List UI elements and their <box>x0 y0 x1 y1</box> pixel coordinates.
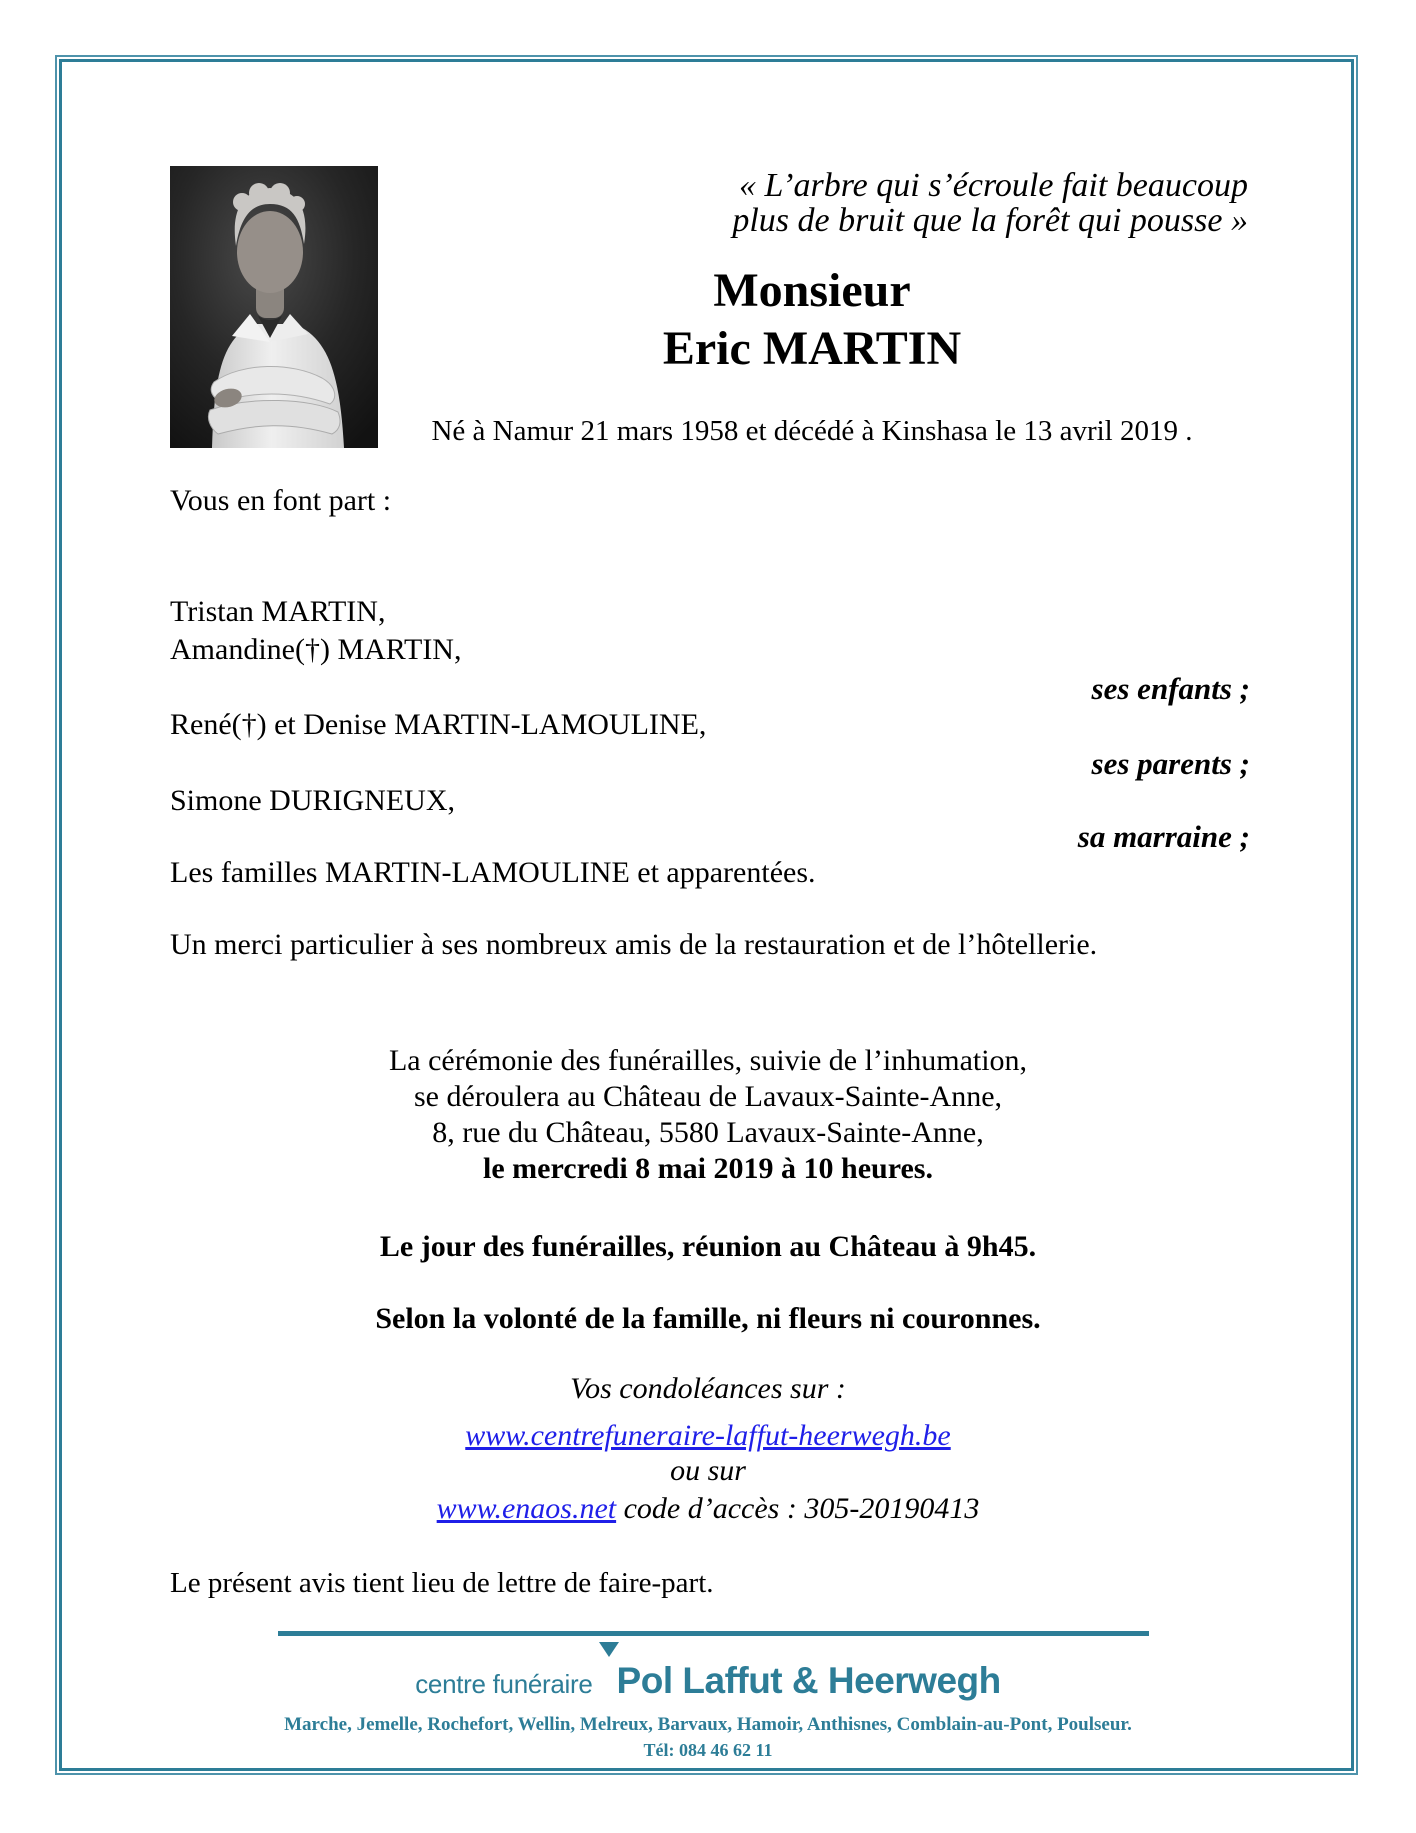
flowers-wishes-line: Selon la volonté de la famille, ni fleurs ni couronnes. <box>375 1302 1041 1335</box>
ceremony-line-2: se déroulera au Château de Lavaux-Sainte-Anne, <box>413 1080 1003 1113</box>
condolences-link1-row <box>170 1418 1246 1454</box>
funeral-home-logo <box>170 1660 1246 1702</box>
life-dates-line: Né à Namur 21 mars 1958 et décédé à Kinshasa le 13 avril 2019 . <box>431 415 1193 447</box>
relation-children-label: ses enfants ; <box>1091 671 1250 706</box>
godmother-name: Simone DURIGNEUX, <box>170 784 455 817</box>
condolences-or: ou sur <box>670 1454 746 1487</box>
photo-hair-curl <box>233 193 251 211</box>
condolences-intro: Vos condoléances sur : <box>570 1372 846 1405</box>
child-name: Tristan MARTIN, <box>170 595 386 628</box>
deceased-title-block <box>378 262 1246 378</box>
brand-name-wrap <box>617 1660 1001 1702</box>
brand-name: Pol Laffut & Heerwegh <box>616 1660 1001 1701</box>
photo-hair-curl <box>270 183 290 203</box>
ceremony-datetime: le mercredi 8 mai 2019 à 10 heures. <box>483 1152 933 1185</box>
relation-godmother-label: sa marraine ; <box>1077 819 1250 854</box>
memorial-quote-line-2: plus de bruit que la forêt qui pousse » <box>732 202 1248 239</box>
deceased-title: Monsieur <box>713 264 911 317</box>
ceremony-block <box>170 1043 1246 1187</box>
enaos-website-link[interactable]: www.enaos.net <box>436 1492 617 1525</box>
deceased-name: Eric MARTIN <box>662 322 962 375</box>
relation-parents-label: ses parents ; <box>1091 746 1250 781</box>
ceremony-line-3: 8, rue du Château, 5580 Lavaux-Sainte-Anne, <box>432 1116 984 1149</box>
children-names <box>170 593 461 669</box>
notice-line: Le présent avis tient lieu de lettre de faire-part. <box>170 1567 714 1599</box>
footer-locations: Marche, Jemelle, Rochefort, Wellin, Melreux, Barvaux, Hamoir, Anthisnes, Comblain-au-Pont, Poulseur. <box>284 1714 1132 1735</box>
photo-face <box>237 211 303 293</box>
parents-names: René(†) et Denise MARTIN-LAMOULINE, <box>170 708 707 741</box>
deceased-portrait-photo <box>170 166 378 448</box>
announcement-intro: Vous en font part : <box>170 484 392 517</box>
access-code-text: code d’accès : 305-20190413 <box>616 1492 980 1525</box>
brand-triangle-down-icon <box>599 1642 619 1657</box>
condolences-website-link[interactable]: www.centrefuneraire-laffut-heerwegh.be <box>465 1419 951 1452</box>
memorial-quote <box>378 168 1248 238</box>
thanks-line: Un merci particulier à ses nombreux amis de la restauration et de l’hôtellerie. <box>170 928 1098 961</box>
footer-phone: Tél: 084 46 62 11 <box>643 1740 773 1760</box>
ceremony-line-1: La cérémonie des funérailles, suivie de l’inhumation, <box>388 1044 1028 1077</box>
brand-prefix: centre funéraire <box>415 1669 593 1699</box>
footer-divider <box>278 1631 1149 1636</box>
memorial-quote-line-1: « L’arbre qui s’écroule fait beaucoup <box>739 167 1248 204</box>
child-name: Amandine(†) MARTIN, <box>170 633 462 666</box>
meeting-line: Le jour des funérailles, réunion au Château à 9h45. <box>379 1230 1037 1263</box>
condolences-link2-row <box>170 1491 1246 1527</box>
photo-hair-curl <box>289 196 305 212</box>
families-line: Les familles MARTIN-LAMOULINE et apparentées. <box>170 856 816 889</box>
photo-hair-curl <box>249 183 269 203</box>
